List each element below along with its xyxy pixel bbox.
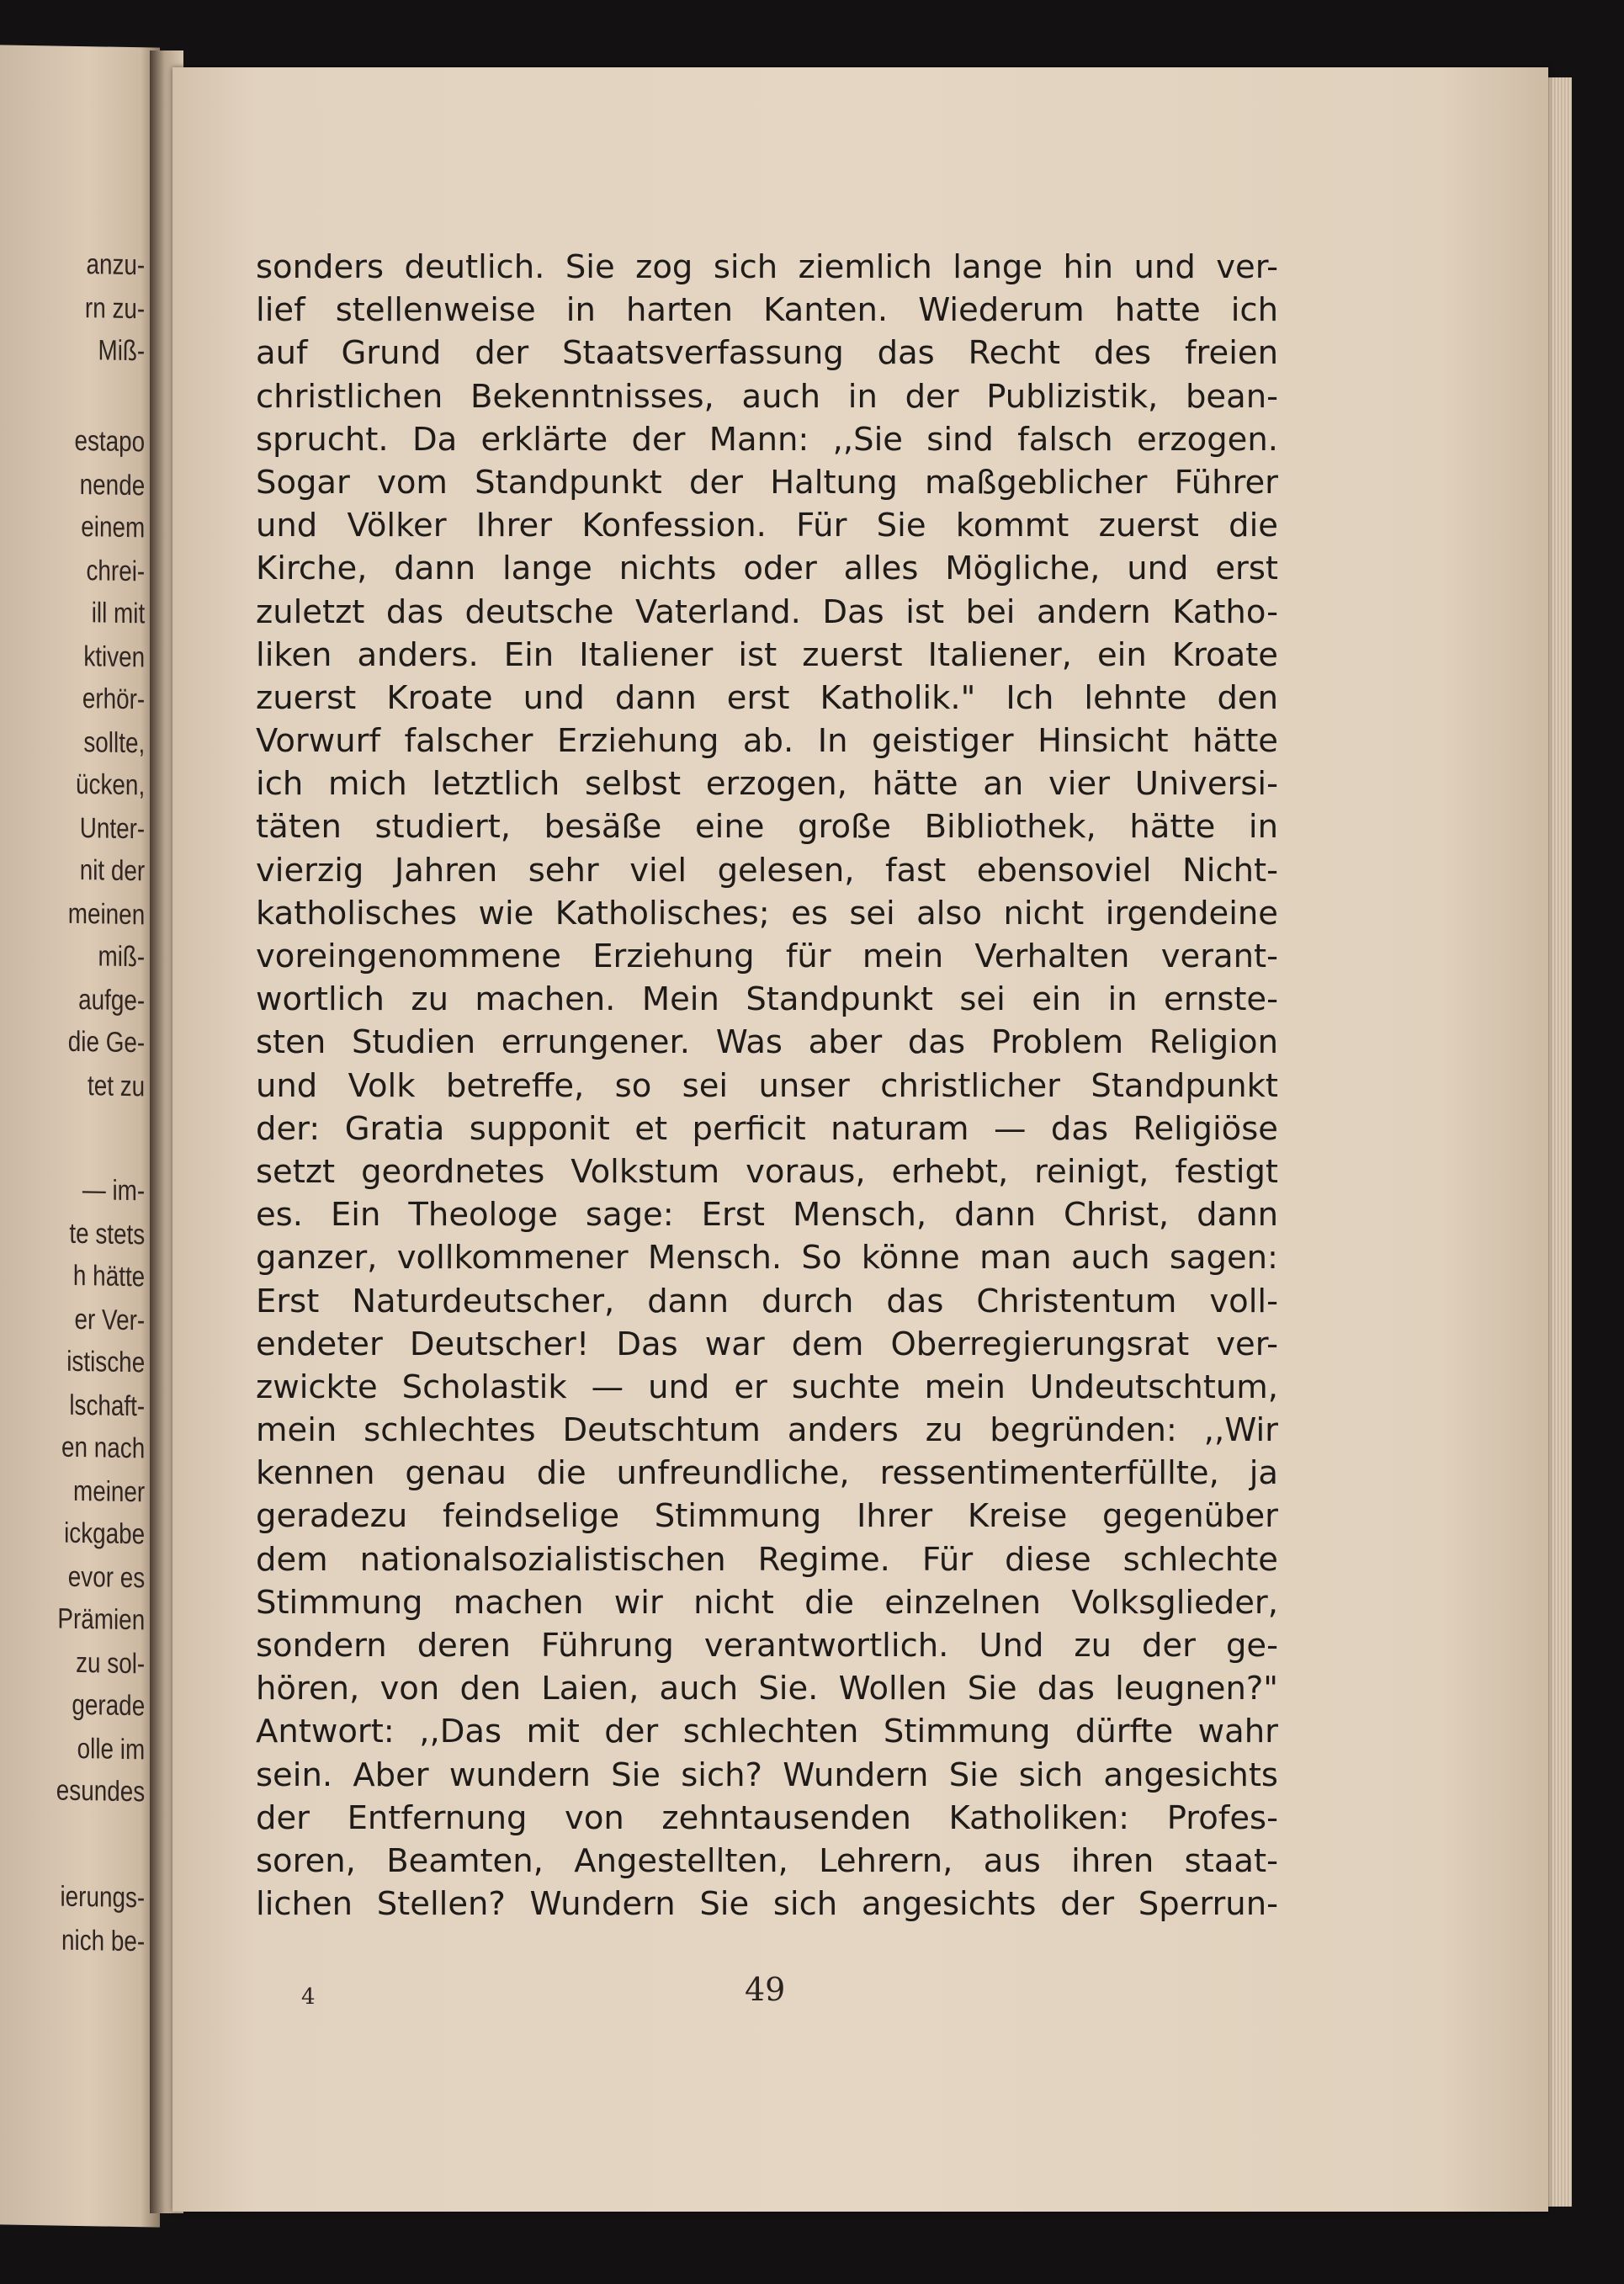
previous-page-fragment: gerade bbox=[72, 1688, 146, 1723]
previous-page-fragment: meiner bbox=[72, 1474, 146, 1509]
text-line: und Volk betreffe, so sei unser christlicher Standpunkt bbox=[256, 1066, 1278, 1105]
text-line: zuletzt das deutsche Vaterland. Das ist bei andern Katho- bbox=[256, 592, 1278, 631]
text-line: lichen Stellen? Wundern Sie sich angesichts der Sperrun- bbox=[256, 1885, 1278, 1924]
previous-page-fragment: nich be- bbox=[61, 1924, 146, 1958]
text-line: soren, Beamten, Angestellten, Lehrern, aus ihren staat- bbox=[256, 1841, 1278, 1880]
text-line: der Entfernung von zehntausenden Katholiken: Profes- bbox=[256, 1798, 1278, 1837]
text-line: sten Studien errungener. Was aber das Problem Religion bbox=[256, 1023, 1278, 1062]
text-line: kennen genau die unfreundliche, ressentimenterfüllte, ja bbox=[256, 1454, 1278, 1493]
text-line: sondern deren Führung verantwortlich. Und zu der ge- bbox=[256, 1627, 1278, 1665]
text-line: liken anders. Ein Italiener ist zuerst Italiener, ein Kroate bbox=[256, 635, 1278, 674]
previous-page-fragment: erhör- bbox=[82, 683, 146, 716]
previous-page-text bbox=[0, 247, 146, 1958]
text-line: Stimmung machen wir nicht die einzelnen Volksglieder, bbox=[256, 1583, 1278, 1622]
text-line: zuerst Kroate und dann erst Katholik." Ich lehnte den bbox=[256, 678, 1278, 717]
previous-page-fragment: esundes bbox=[56, 1774, 146, 1809]
text-line: voreingenommene Erziehung für mein Verhalten verant- bbox=[256, 938, 1278, 975]
text-line: Vorwurf falscher Erziehung ab. In geistiger Hinsicht hätte bbox=[256, 722, 1278, 761]
text-line: auf Grund der Staatsverfassung das Recht des freien bbox=[256, 334, 1278, 373]
text-line: ganzer, vollkommener Mensch. So könne man auch sagen: bbox=[256, 1239, 1278, 1277]
text-line: Kirche, dann lange nichts oder alles Mögliche, und erst bbox=[256, 550, 1278, 588]
text-line: setzt geordnetes Volkstum voraus, erhebt, reinigt, festigt bbox=[256, 1152, 1278, 1191]
previous-page-fragment: nende bbox=[79, 468, 146, 502]
previous-page-fragment: die Ge- bbox=[67, 1025, 146, 1060]
text-line: mein schlechtes Deutschtum anders zu begründen: ,,Wir bbox=[256, 1411, 1278, 1450]
previous-page-fragment: estapo bbox=[74, 424, 146, 459]
previous-page-fragment: — im- bbox=[82, 1174, 146, 1208]
text-line: sprucht. Da erklärte der Mann: ,,Sie sind falsch erzogen. bbox=[256, 420, 1278, 459]
text-line: und Völker Ihrer Konfession. Für Sie kommt zuerst die bbox=[256, 507, 1278, 545]
previous-page-fragment: rn zu- bbox=[84, 292, 146, 326]
text-line: ich mich letztlich selbst erzogen, hätte an vier Universi- bbox=[256, 765, 1278, 804]
previous-page-fragment: lschaft- bbox=[69, 1389, 146, 1423]
text-line: endeter Deutscher! Das war dem Oberregierungsrat ver- bbox=[256, 1325, 1278, 1363]
previous-page-fragment: te stets bbox=[69, 1217, 146, 1251]
previous-page-fragment: ill mit bbox=[91, 597, 146, 630]
text-line: dem nationalsozialistischen Regime. Für diese schlechte bbox=[256, 1540, 1278, 1579]
previous-page-fragment: istische bbox=[66, 1345, 146, 1379]
previous-page-fragment: nit der bbox=[79, 853, 146, 888]
previous-page-fragment: Miß- bbox=[98, 334, 146, 368]
text-line: Erst Naturdeutscher, dann durch das Christentum voll- bbox=[256, 1282, 1278, 1320]
previous-page-fragment: Prämien bbox=[57, 1602, 146, 1637]
previous-page-fragment: ücken, bbox=[76, 768, 146, 802]
text-line: sonders deutlich. Sie zog sich ziemlich lange hin und ver- bbox=[256, 248, 1278, 286]
previous-page-fragment: h hätte bbox=[72, 1259, 146, 1293]
text-line: hören, von den Laien, auch Sie. Wollen Sie das leugnen?" bbox=[256, 1670, 1278, 1708]
previous-page-fragment: en nach bbox=[61, 1431, 146, 1465]
text-line: es. Ein Theologe sage: Erst Mensch, dann Christ, dann bbox=[256, 1196, 1278, 1235]
text-line: wortlich zu machen. Mein Standpunkt sei ein in ernste- bbox=[256, 980, 1278, 1019]
text-line: der: Gratia supponit et perficit naturam — das Religiöse bbox=[256, 1109, 1278, 1148]
text-line: vierzig Jahren sehr viel gelesen, fast ebensoviel Nicht- bbox=[256, 851, 1278, 890]
text-line: lief stellenweise in harten Kanten. Wiederum hatte ich bbox=[256, 291, 1278, 330]
previous-page-fragment: miß- bbox=[98, 940, 146, 974]
previous-page-fragment: aufge- bbox=[78, 983, 146, 1017]
previous-page-fragment: anzu- bbox=[86, 248, 146, 282]
previous-page-fragment: evor es bbox=[67, 1560, 146, 1595]
previous-page-fragment: tet zu bbox=[87, 1070, 146, 1103]
previous-page bbox=[0, 45, 160, 2227]
text-line: täten studiert, besäße eine große Bibliothek, hätte in bbox=[256, 808, 1278, 847]
previous-page-fragment: er Ver- bbox=[74, 1303, 146, 1337]
text-line: Sogar vom Standpunkt der Haltung maßgeblicher Führer bbox=[256, 463, 1278, 502]
previous-page-fragment: Unter- bbox=[79, 811, 146, 846]
text-line: zwickte Scholastik — und er suchte mein Undeutschtum, bbox=[256, 1368, 1278, 1406]
previous-page-fragment: sollte, bbox=[83, 726, 146, 760]
text-line: Antwort: ,,Das mit der schlechten Stimmung dürfte wahr bbox=[256, 1713, 1278, 1751]
text-line: sein. Aber wundern Sie sich? Wundern Sie sich angesichts bbox=[256, 1755, 1278, 1794]
previous-page-fragment: meinen bbox=[67, 897, 146, 932]
previous-page-fragment: ickgabe bbox=[64, 1516, 146, 1551]
previous-page-fragment: olle im bbox=[77, 1732, 146, 1766]
previous-page-fragment: ktiven bbox=[83, 640, 146, 674]
previous-page-fragment: ierungs- bbox=[60, 1880, 146, 1915]
previous-page-fragment: zu sol- bbox=[76, 1646, 146, 1681]
text-line: christlichen Bekenntnisses, auch in der Publizistik, bean- bbox=[256, 377, 1278, 416]
page-number: 49 bbox=[745, 1971, 786, 2008]
text-line: katholisches wie Katholisches; es sei also nicht irgendeine bbox=[256, 894, 1278, 932]
text-line: geradezu feindselige Stimmung Ihrer Kreise gegenüber bbox=[256, 1497, 1278, 1536]
previous-page-fragment: einem bbox=[81, 511, 146, 544]
previous-page-fragment: chrei- bbox=[86, 555, 146, 588]
signature-mark: 4 bbox=[301, 1984, 316, 2010]
page-body-text bbox=[256, 246, 1278, 1925]
